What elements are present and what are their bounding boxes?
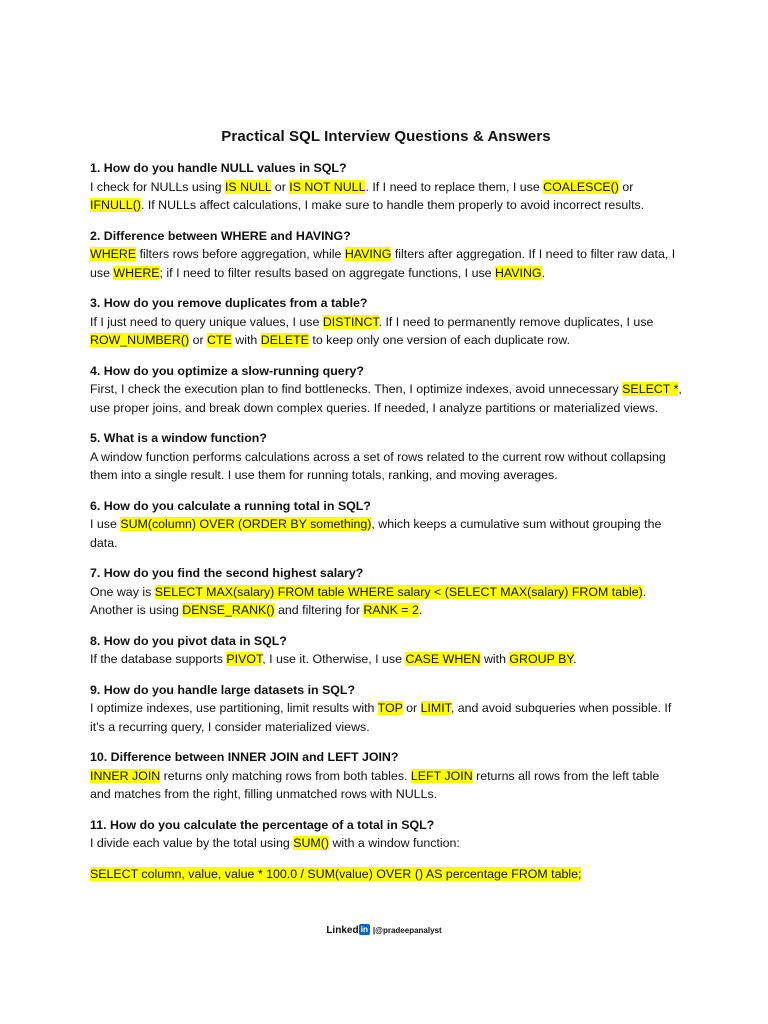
- highlighted-term: WHERE: [90, 247, 137, 261]
- linkedin-wordmark: Linked: [326, 925, 359, 936]
- question-heading: 6. How do you calculate a running total in SQL?: [90, 498, 371, 513]
- answer-segment: .: [573, 652, 577, 666]
- highlighted-term: SELECT MAX(salary) FROM table WHERE salary < (SELECT MAX(salary) FROM table): [154, 584, 643, 599]
- answer-text: [90, 380, 682, 417]
- question-heading: 4. How do you optimize a slow-running query?: [90, 363, 364, 378]
- answer-segment: First, I check the execution plan to find bottlenecks. Then, I optimize indexes, avoid unnecessary: [90, 382, 623, 396]
- highlighted-term: TOP: [377, 701, 403, 715]
- answer-text: [90, 699, 682, 736]
- answer-text: [90, 178, 682, 215]
- answer-segment: , which keeps a cumulative sum without grouping the data.: [90, 517, 662, 550]
- answer-segment: returns only matching rows from both tables.: [160, 768, 411, 783]
- answer-segment: One way is: [90, 584, 155, 599]
- answer-segment: or: [271, 179, 290, 194]
- qa-item: [90, 362, 682, 418]
- answer-segment: . If I need to permanently remove duplicates, I use: [378, 314, 654, 329]
- answer-segment: ; if I need to filter results based on aggregate functions, I use: [159, 265, 495, 280]
- highlighted-term: DENSE_RANK(): [182, 603, 275, 617]
- linkedin-icon: in: [360, 924, 369, 934]
- answer-segment: with: [231, 333, 261, 347]
- highlighted-term: CASE WHEN: [405, 652, 481, 666]
- answer-text: [90, 834, 682, 853]
- highlighted-term: DELETE: [260, 333, 309, 347]
- qa-item: [90, 227, 682, 283]
- qa-item: [90, 564, 682, 620]
- qa-item: [90, 159, 682, 215]
- footer-handle: @pradeepanalyst: [375, 926, 442, 935]
- highlighted-term: SELECT *: [622, 382, 679, 396]
- highlighted-term: SUM(): [293, 836, 329, 850]
- answer-segment: filters after aggregation. If I need to filter raw data, I use: [90, 247, 676, 280]
- highlighted-term: IFNULL(): [90, 198, 141, 212]
- document-title: Practical SQL Interview Questions & Answers: [221, 128, 551, 145]
- highlighted-term: IS NOT NULL: [289, 179, 366, 194]
- answer-segment: I divide each value by the total using: [90, 836, 294, 850]
- highlighted-term: IS NULL: [224, 179, 272, 194]
- answer-segment: to keep only one version of each duplicate row.: [308, 333, 571, 347]
- qa-item: [90, 748, 682, 804]
- answer-segment: , I use it. Otherwise, I use: [262, 652, 406, 666]
- answer-segment: . If NULLs affect calculations, I make sure to handle them properly to avoid incorrect results.: [140, 198, 645, 212]
- answer-segment: . Another is using: [90, 584, 647, 617]
- qa-item: [90, 632, 682, 669]
- highlighted-term: CTE: [207, 333, 232, 347]
- answer-segment: , use proper joins, and break down complex queries. If needed, I analyze partitions or materialized views.: [90, 382, 682, 415]
- question-heading: 3. How do you remove duplicates from a table?: [90, 296, 368, 310]
- answer-segment: I optimize indexes, use partitioning, limit results with: [90, 701, 378, 715]
- answer-segment: and filtering for: [274, 603, 364, 617]
- qa-item: [90, 816, 682, 853]
- highlighted-term: WHERE: [113, 265, 160, 280]
- highlighted-term: SUM(column) OVER (ORDER BY something): [120, 517, 372, 531]
- answer-text: [90, 583, 682, 620]
- answer-segment: If I just need to query unique values, I use: [90, 314, 323, 329]
- answer-segment: . If I need to replace them, I use: [365, 179, 544, 194]
- question-heading: 10. Difference between INNER JOIN and LEFT JOIN?: [90, 750, 399, 764]
- answer-text: [90, 245, 682, 282]
- question-heading: 8. How do you pivot data in SQL?: [90, 633, 287, 648]
- answer-text: [90, 448, 682, 485]
- highlighted-term: ROW_NUMBER(): [90, 333, 190, 347]
- question-heading: 9. How do you handle large datasets in SQL?: [90, 682, 356, 697]
- qa-item: [90, 429, 682, 485]
- qa-item: [90, 681, 682, 737]
- answer-text: [90, 515, 682, 552]
- highlighted-term: HAVING: [494, 265, 542, 280]
- answer-segment: or: [402, 701, 421, 715]
- answer-text: [90, 313, 682, 350]
- answer-segment: I use: [90, 517, 121, 531]
- sql-example: [90, 865, 682, 884]
- highlighted-term: DISTINCT: [322, 314, 379, 329]
- answer-segment: A window function performs calculations across a set of rows related to the current row without collapsing them into a single result. I use them for running totals, ranking, and moving averages.: [90, 449, 666, 482]
- answer-segment: with a window function:: [329, 836, 460, 850]
- answer-segment: If the database supports: [90, 652, 227, 666]
- answer-segment: .: [541, 265, 546, 280]
- highlighted-term: COALESCE(): [543, 179, 619, 194]
- answer-segment: I check for NULLs using: [90, 179, 225, 194]
- question-heading: 5. What is a window function?: [90, 431, 267, 445]
- answer-segment: filters rows before aggregation, while: [136, 247, 345, 261]
- answer-segment: with: [480, 652, 510, 666]
- answer-segment: , and avoid subqueries when possible. If it's a recurring query, I consider materialized views.: [90, 701, 672, 734]
- question-heading: 7. How do you find the second highest salary?: [90, 566, 364, 580]
- answer-segment: returns all rows from the left table and matches from the right, filling unmatched rows with NULLs.: [90, 768, 660, 801]
- highlighted-term: HAVING: [344, 247, 392, 261]
- highlighted-term: RANK = 2: [363, 603, 419, 617]
- question-heading: 2. Difference between WHERE and HAVING?: [90, 228, 351, 243]
- footer-separator: |: [372, 926, 376, 935]
- qa-item: [90, 497, 682, 553]
- sql-example-text: SELECT column, value, value * 100.0 / SUM(value) OVER () AS percentage FROM table;: [90, 866, 582, 881]
- qa-item: [90, 294, 682, 350]
- answer-text: [90, 767, 682, 804]
- highlighted-term: INNER JOIN: [90, 768, 161, 783]
- footer: [0, 924, 768, 936]
- highlighted-term: LIMIT: [420, 701, 451, 715]
- qa-list: [90, 159, 682, 853]
- question-heading: 11. How do you calculate the percentage of a total in SQL?: [90, 817, 435, 832]
- question-heading: 1. How do you handle NULL values in SQL?: [90, 161, 347, 175]
- highlighted-term: LEFT JOIN: [410, 768, 473, 783]
- answer-segment: or: [189, 333, 208, 347]
- answer-segment: or: [618, 179, 634, 194]
- answer-segment: .: [418, 603, 423, 617]
- answer-text: [90, 650, 682, 669]
- highlighted-term: GROUP BY: [509, 652, 574, 666]
- highlighted-term: PIVOT: [226, 652, 263, 666]
